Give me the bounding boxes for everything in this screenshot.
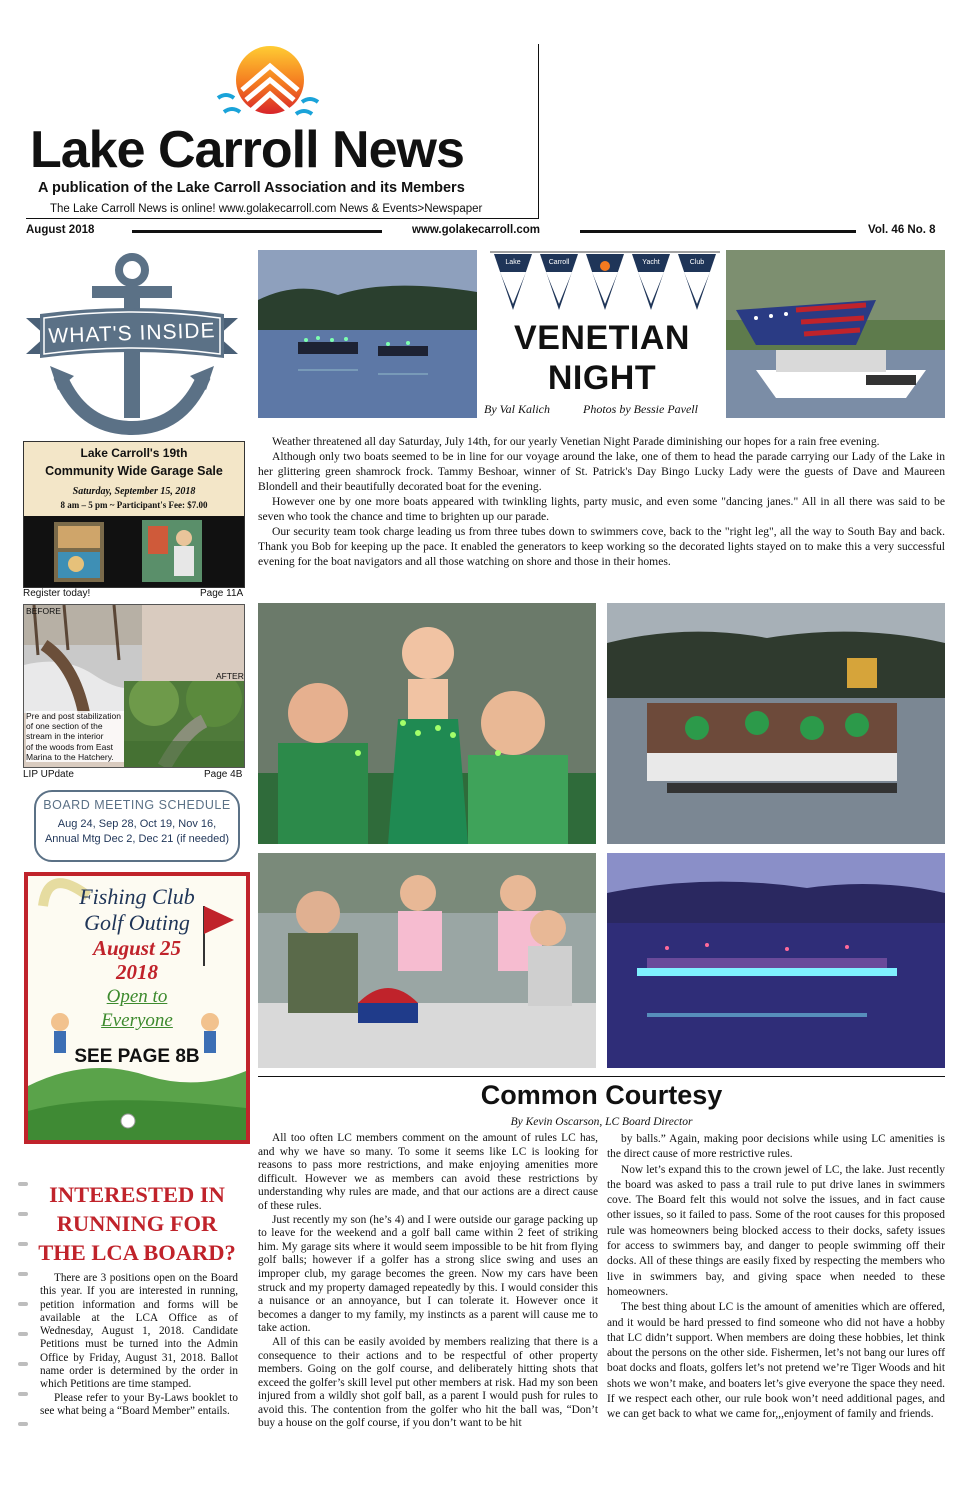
pennant-label: Yacht	[642, 259, 660, 266]
lip-desc-line: Pre and post stabilization	[26, 711, 121, 721]
photo-boat-party-guests	[258, 853, 596, 1068]
fishing-line2: Golf Outing	[84, 910, 190, 935]
dateline-rule-left	[132, 230, 382, 233]
pennant-label: Club	[689, 259, 705, 266]
board-candidacy-ad	[18, 1168, 244, 1454]
lip-description	[26, 711, 124, 762]
venetian-photo-flag-boat	[726, 250, 945, 418]
pennant-label: Carroll	[548, 259, 570, 266]
courtesy-top-rule	[258, 1076, 945, 1077]
board-schedule-line2: Annual Mtg Dec 2, Dec 21 (if needed)	[44, 833, 230, 845]
venetian-photo-boats-dusk	[258, 250, 477, 418]
courtesy-paragraph: by balls.” Again, making poor decisions while using LC amenities is the direct cause of more restrictive rules.	[607, 1133, 945, 1161]
fishing-line4: 2018	[116, 960, 158, 984]
yacht-club-pennants	[490, 250, 720, 320]
venetian-title-line2: NIGHT	[547, 359, 657, 397]
board-schedule-box	[34, 790, 240, 862]
board-ad-heading	[30, 1180, 244, 1267]
fishing-club-ad[interactable]	[24, 872, 250, 1144]
courtesy-column-1	[258, 1132, 598, 1431]
lip-desc-line: of one section of the	[26, 721, 103, 732]
courtesy-byline: By Kevin Oscarson, LC Board Director	[510, 1116, 693, 1128]
venetian-paragraph: However one by one more boats appeared with twinkling lights, party music, and even some "dancing janes." All in all there was said to be seven who took the chance and time to brighten up our parade.	[258, 495, 945, 523]
lip-caption-left: LIP UPdate	[23, 769, 74, 780]
garage-sale-caption-right: Page 11A	[200, 588, 244, 599]
venetian-paragraph: Weather threatened all day Saturday, July 14th, for our yearly Venetian Night Parade diminishing our hopes for a rain free evening.	[272, 435, 880, 448]
garage-sale-line4: 8 am – 5 pm ~ Participant's Fee: $7.00	[60, 500, 208, 510]
masthead-tagline: A publication of the Lake Carroll Association and its Members	[38, 180, 465, 196]
board-schedule-line1: Aug 24, Sep 28, Oct 19, Nov 16,	[57, 818, 217, 830]
whats-inside-label: WHAT'S INSIDE	[48, 319, 216, 348]
fishing-see-page: SEE PAGE 8B	[74, 1046, 200, 1067]
pennant-label: Lake	[505, 259, 521, 266]
lip-caption-right: Page 4B	[204, 769, 243, 780]
issue-volume: Vol. 46 No. 8	[868, 224, 936, 236]
venetian-title-line1: VENETIAN	[514, 319, 690, 357]
issue-date: August 2018	[26, 224, 95, 236]
courtesy-column-2	[607, 1132, 945, 1423]
lip-desc-line: of the woods from East	[26, 741, 113, 752]
masthead-underline	[26, 218, 539, 219]
board-ad-paragraph: There are 3 positions open on the Board this year. If you are interested in running, petition information and forms will be available at the LCA Office as of Wednesday, August 1, 2018. Candidate Petitions must be turned into the Admin Office by Friday, August 31, 2018. Ballot name order is determined by the order in which Petitions are time stamped.	[40, 1272, 238, 1391]
venetian-paragraph: Our security team took charge leading us from three tubes down to swimmers cove, back to the "right leg", all the way to South Bay and back. Thank you Bob for keeping up the pace. It enabled the generators to keep working so the decorated lights stayed on to make this a very successful evening for the boat navigators and all those watching on shore and those in their homes.	[258, 525, 945, 568]
lip-desc-line: stream in the interior	[26, 731, 104, 742]
garage-sale-illustration	[24, 516, 244, 587]
lip-feature	[23, 604, 245, 768]
garage-sale-ad[interactable]	[23, 441, 245, 588]
masthead-title: Lake Carroll News	[30, 121, 464, 179]
photo-shamrock-pontoon	[607, 603, 945, 844]
fishing-line5: Open to	[106, 986, 168, 1007]
venetian-paragraph: Although only two boats seemed to be in line for our voyage around the lake, one of them to head the parade carrying our Lady of the Lake in her glittering green shamrock frock. Tammy Beshoar, winner of St. Patrick's Day Bingo Lucky Lady were the guests of Dave and Maureen Blondell and their beautifully decorated boat for the evening.	[258, 450, 945, 493]
lip-desc-line: Marina to the Hatchery.	[26, 751, 114, 762]
masthead-logo	[212, 42, 322, 126]
board-ad-heading-line: THE LCA BOARD?	[38, 1240, 236, 1265]
board-ad-paragraph: Please refer to your By-Laws booklet to see what being a “Board Member” entails.	[40, 1391, 238, 1417]
fishing-line1: Fishing Club	[79, 884, 195, 909]
board-schedule-title: BOARD MEETING SCHEDULE	[43, 798, 231, 812]
courtesy-paragraph: Now let’s expand this to the crown jewel of LC, the lake. Just recently the board was asked to pass a trail rule to put drive lanes in swimmers cove. The Board felt this would not solve the issues, and in fact cause other issues, so it failed to pass. Some of the root causes for this proposed rule was homeowners being blocked access to their docks, safety issues for access to swimmers bay, and danger to people swimming off their docks. All of these things are easily fixed by respecting the members who live in swimmers bay, and giving space when needed to these homeowners.	[607, 1163, 945, 1298]
dateline-website: www.golakecarroll.com	[412, 224, 541, 236]
board-ad-body	[40, 1272, 238, 1418]
venetian-byline-author: By Val Kalich	[484, 402, 550, 416]
fishing-line3: August 25	[92, 936, 182, 960]
board-ad-heading-line: INTERESTED IN	[49, 1182, 225, 1207]
whats-inside-anchor	[22, 248, 242, 438]
venetian-article	[258, 434, 945, 569]
courtesy-paragraph: The best thing about LC is the amount of amenities which are offered, and it would be hard pressed to find someone who did not have a hobby that LC didn’t support. When members are doing these hobbies, let think about the persons on the other side. Fishermen, let’s not bang our lures off boat docks and floats, golfers let’s not pretend we’re Tiger Woods and hit shots we won’t make, and boaters let’s give everyone the space they need. If we respect each other, our rule book won’t need additional pages, and we can get back to what we came for,,,enjoyment of family and friends.	[607, 1301, 945, 1421]
courtesy-paragraph: All of this can be easily avoided by members realizing that there is a consequence to their actions and to be respectful of other property members. Going on the golf course, and deliberately hitting shots that exceed the golfer’s skill level put other members at risk. Had my son been injured from a wildly shot golf ball, as a parent I would push for rules to avoid this. The contention from the golfer who hit the ball was, “Don’t buy a house on the golf course, if you don’t want to be hit	[258, 1335, 598, 1430]
masthead-online: The Lake Carroll News is online! www.golakecarroll.com News & Events>Newspaper	[50, 203, 483, 215]
dateline-rule-right	[580, 230, 856, 233]
garage-sale-line3: Saturday, September 15, 2018	[72, 486, 196, 497]
courtesy-paragraph: All too often LC members comment on the amount of rules LC has, and why we have so many. To some it seems like LC is looking for reasons to pass more restrictions, and make enjoying amenities more difficult. However we as members can avoid these restrictions by understanding why rules are made, and that our actions are a direct cause of these rules.	[258, 1132, 598, 1212]
fishing-line6: Everyone	[101, 1010, 173, 1031]
venetian-byline-photos: Photos by Bessie Pavell	[583, 402, 698, 416]
board-ad-heading-line: RUNNING FOR	[56, 1211, 218, 1236]
photo-night-lights	[607, 853, 945, 1068]
masthead-divider-vertical	[538, 44, 539, 219]
garage-sale-line2: Community Wide Garage Sale	[45, 464, 223, 478]
courtesy-title: Common Courtesy	[480, 1080, 723, 1110]
courtesy-paragraph: Just recently my son (he’s 4) and I were outside our garage packing up to leave for the weekend and a golf ball came within 2 feet of striking him. My garage sits where it would seem impossible to be hit from flying golf balls; however if a golfer has a strong slice swing and uses an improper club, my garage becomes the green. Now my cars have been struck and my property damaged repeatedly by this. I would consider this a nuisance or an annoyance, but I can tolerate it. However once it becomes a danger to my family, my instincts as a parent will cause me to take action.	[258, 1213, 598, 1335]
lip-after-photo	[124, 681, 244, 767]
garage-sale-line1: Lake Carroll's 19th	[80, 446, 188, 460]
lip-after-label: AFTER	[216, 671, 244, 681]
lip-before-label: BEFORE	[26, 606, 61, 616]
photo-lady-of-the-lake	[258, 603, 596, 844]
garage-sale-caption-left: Register today!	[23, 588, 91, 599]
